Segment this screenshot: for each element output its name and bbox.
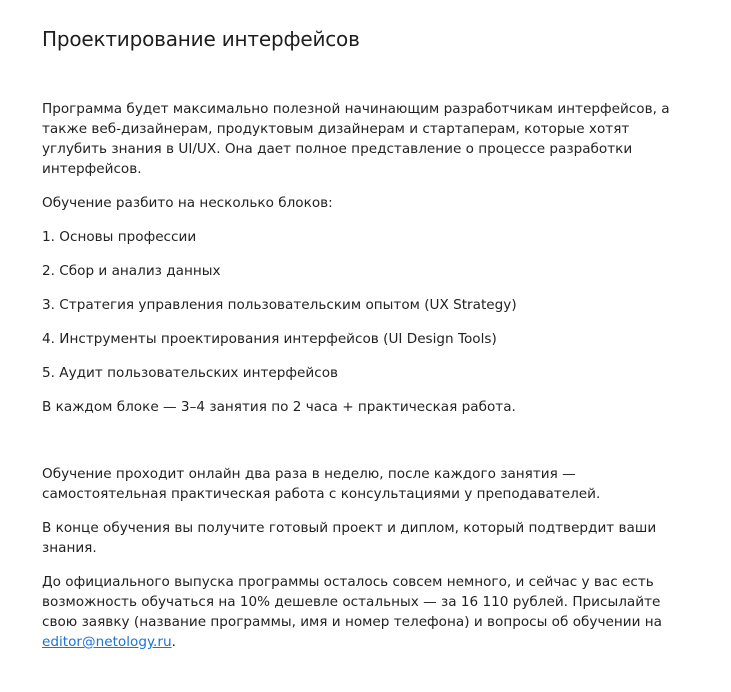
block-item-4: 4. Инструменты проектирования интерфейсов (UI Design Tools) [42,331,497,347]
result-paragraph: В конце обучения вы получите готовый проект и диплом, который подтвердит ваши знания. [42,520,657,556]
block-item-5: 5. Аудит пользовательских интерфейсов [42,365,339,381]
email-link[interactable]: editor@netology.ru [42,634,172,650]
block-item-3: 3. Стратегия управления пользовательским опытом (UX Strategy) [42,297,517,313]
article-body [42,99,682,652]
block-item-2: 2. Сбор и анализ данных [42,263,221,279]
intro-paragraph: Программа будет максимально полезной начинающим разработчикам интерфейсов, а также веб-дизайнерам, продуктовым дизайнерам и стартаперам, которые хотят углубить знания в UI/UX. Она дает полное представление о процессе разработки интерфейсов. [42,101,670,177]
schedule-paragraph: Обучение проходит онлайн два раза в неделю, после каждого занятия — самостоятельная практическая работа с консультациями у преподавателей. [42,466,601,502]
blocks-heading: Обучение разбито на несколько блоков: [42,195,333,211]
blocks-summary: В каждом блоке — 3–4 занятия по 2 часа + практическая работа. [42,399,516,415]
offer-paragraph [42,572,682,652]
offer-end: . [171,634,176,650]
offer-text: До официального выпуска программы осталось совсем немного, и сейчас у вас есть возможность обучаться на 10% дешевле остальных — за 16 110 рублей. Присылайте свою заявку (название программы, имя и номер телефона) и вопросы об обучении на [42,574,662,630]
page-title: Проектирование интерфейсов [42,27,360,51]
block-item-1: 1. Основы профессии [42,229,197,245]
